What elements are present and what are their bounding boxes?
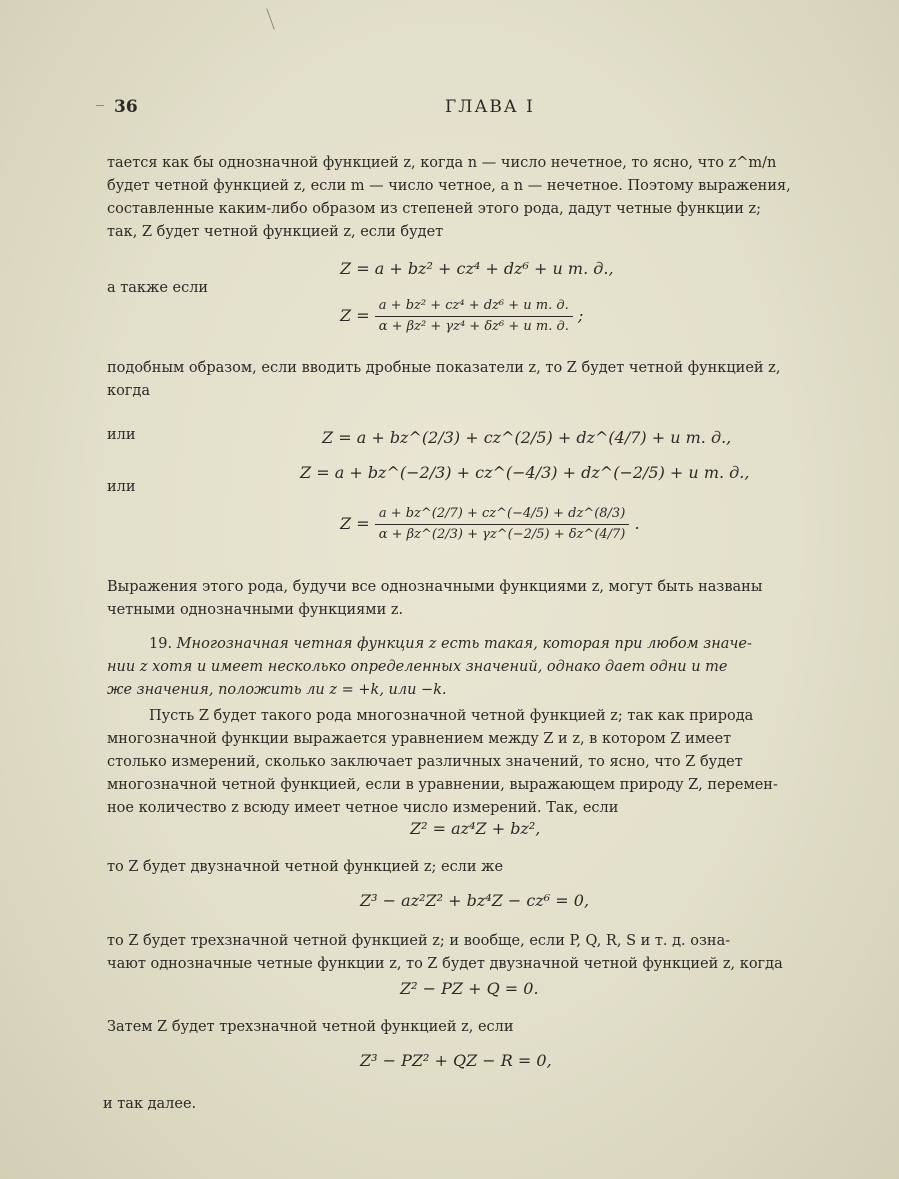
formula-9: Z³ − PZ² + QZ − R = 0, [360, 1051, 552, 1070]
text-line: когда [107, 383, 150, 399]
paragraph-5 [107, 856, 847, 879]
formula-lhs: Z = [340, 514, 370, 533]
formula-4: Z = a + bz^(−2/3) + cz^(−4/3) + dz^(−2/5) + и т. д., [300, 463, 750, 482]
page-mark [266, 8, 274, 29]
page-mark [96, 105, 104, 106]
chapter-title: ГЛАВА I [445, 97, 535, 117]
formula-8: Z² − PZ + Q = 0. [400, 979, 539, 998]
text-line: то Z будет трехзначной четной функцией z; и вообще, если P, Q, R, S и т. д. озна- [107, 933, 731, 949]
paragraph-6 [107, 930, 847, 976]
text-line: нии z хотя и имеет несколько определенных значений, однако дает одни и те [107, 659, 728, 675]
formula-1: Z = a + bz² + cz⁴ + dz⁶ + и т. д., [340, 259, 614, 278]
formula-tail: ; [577, 306, 584, 325]
text-line: Затем Z будет трехзначной четной функцией z, если [107, 1019, 514, 1035]
text-line: тается как бы однозначной функцией z, когда n — число нечетное, то ясно, что z^m/n [107, 155, 777, 171]
text-line: подобным образом, если вводить дробные показатели z, то Z будет четной функцией z, [107, 360, 781, 376]
section-number: 19. [149, 636, 173, 652]
text-line: четными однозначными функциями z. [107, 602, 404, 618]
text-line: столько измерений, сколько заключает различных значений, то ясно, что Z будет [107, 754, 743, 770]
text-line: Пусть Z будет такого рода многозначной четной функцией z; так как природа [149, 708, 754, 724]
formula-3: Z = a + bz^(2/3) + cz^(2/5) + dz^(4/7) + и т. д., [322, 428, 732, 447]
text-line: будет четной функцией z, если m — число четное, а n — нечетное. Поэтому выражения, [107, 178, 791, 194]
label-or: или [107, 427, 136, 443]
label-also: а также если [107, 280, 209, 296]
section-first-line [107, 633, 847, 656]
text-line: так, Z будет четной функцией z, если будет [107, 224, 444, 240]
paragraph-2 [107, 357, 847, 403]
fraction [375, 504, 630, 545]
text-line: многозначной четной функцией, если в уравнении, выражающем природу Z, перемен- [107, 777, 778, 793]
fraction-numerator: a + bz^(2/7) + cz^(−4/5) + dz^(8/3) [375, 504, 630, 525]
section-19 [107, 633, 847, 702]
paragraph-1 [107, 152, 847, 244]
fraction-numerator: a + bz² + cz⁴ + dz⁶ + и т. д. [375, 296, 573, 317]
formula-5 [340, 504, 640, 545]
text-line: многозначной функции выражается уравнением между Z и z, в котором Z имеет [107, 731, 732, 747]
closing-line [103, 1093, 843, 1116]
paragraph-4 [107, 705, 847, 820]
text-line: Выражения этого рода, будучи все однозначными функциями z, могут быть названы [107, 579, 763, 595]
text-line: чают однозначные четные функции z, то Z будет двузначной четной функцией z, когда [107, 956, 783, 972]
text-line: же значения, положить ли z = +k, или −k. [107, 682, 447, 698]
label-or: или [107, 479, 136, 495]
text-line: составленные каким-либо образом из степеней этого рода, дадут четные функции z; [107, 201, 762, 217]
page-number: 36 [114, 97, 138, 117]
text-line: и так далее. [103, 1096, 197, 1112]
formula-6: Z² = az⁴Z + bz², [410, 819, 541, 838]
fraction [375, 296, 573, 337]
text-line: ное количество z всюду имеет четное число измерений. Так, если [107, 800, 619, 816]
formula-lhs: Z = [340, 306, 370, 325]
paragraph-3 [107, 576, 847, 622]
text-line: то Z будет двузначной четной функцией z; если же [107, 859, 504, 875]
formula-tail: . [634, 514, 640, 533]
formula-2 [340, 296, 583, 337]
section-text: Многозначная четная функция z есть такая, которая при любом значе- [176, 636, 752, 652]
formula-7: Z³ − az²Z² + bz⁴Z − cz⁶ = 0, [360, 891, 590, 910]
paragraph-7 [107, 1016, 847, 1039]
fraction-denominator: α + βz^(2/3) + γz^(−2/5) + δz^(4/7) [378, 527, 626, 542]
fraction-denominator: α + βz² + γz⁴ + δz⁶ + и т. д. [378, 319, 569, 334]
